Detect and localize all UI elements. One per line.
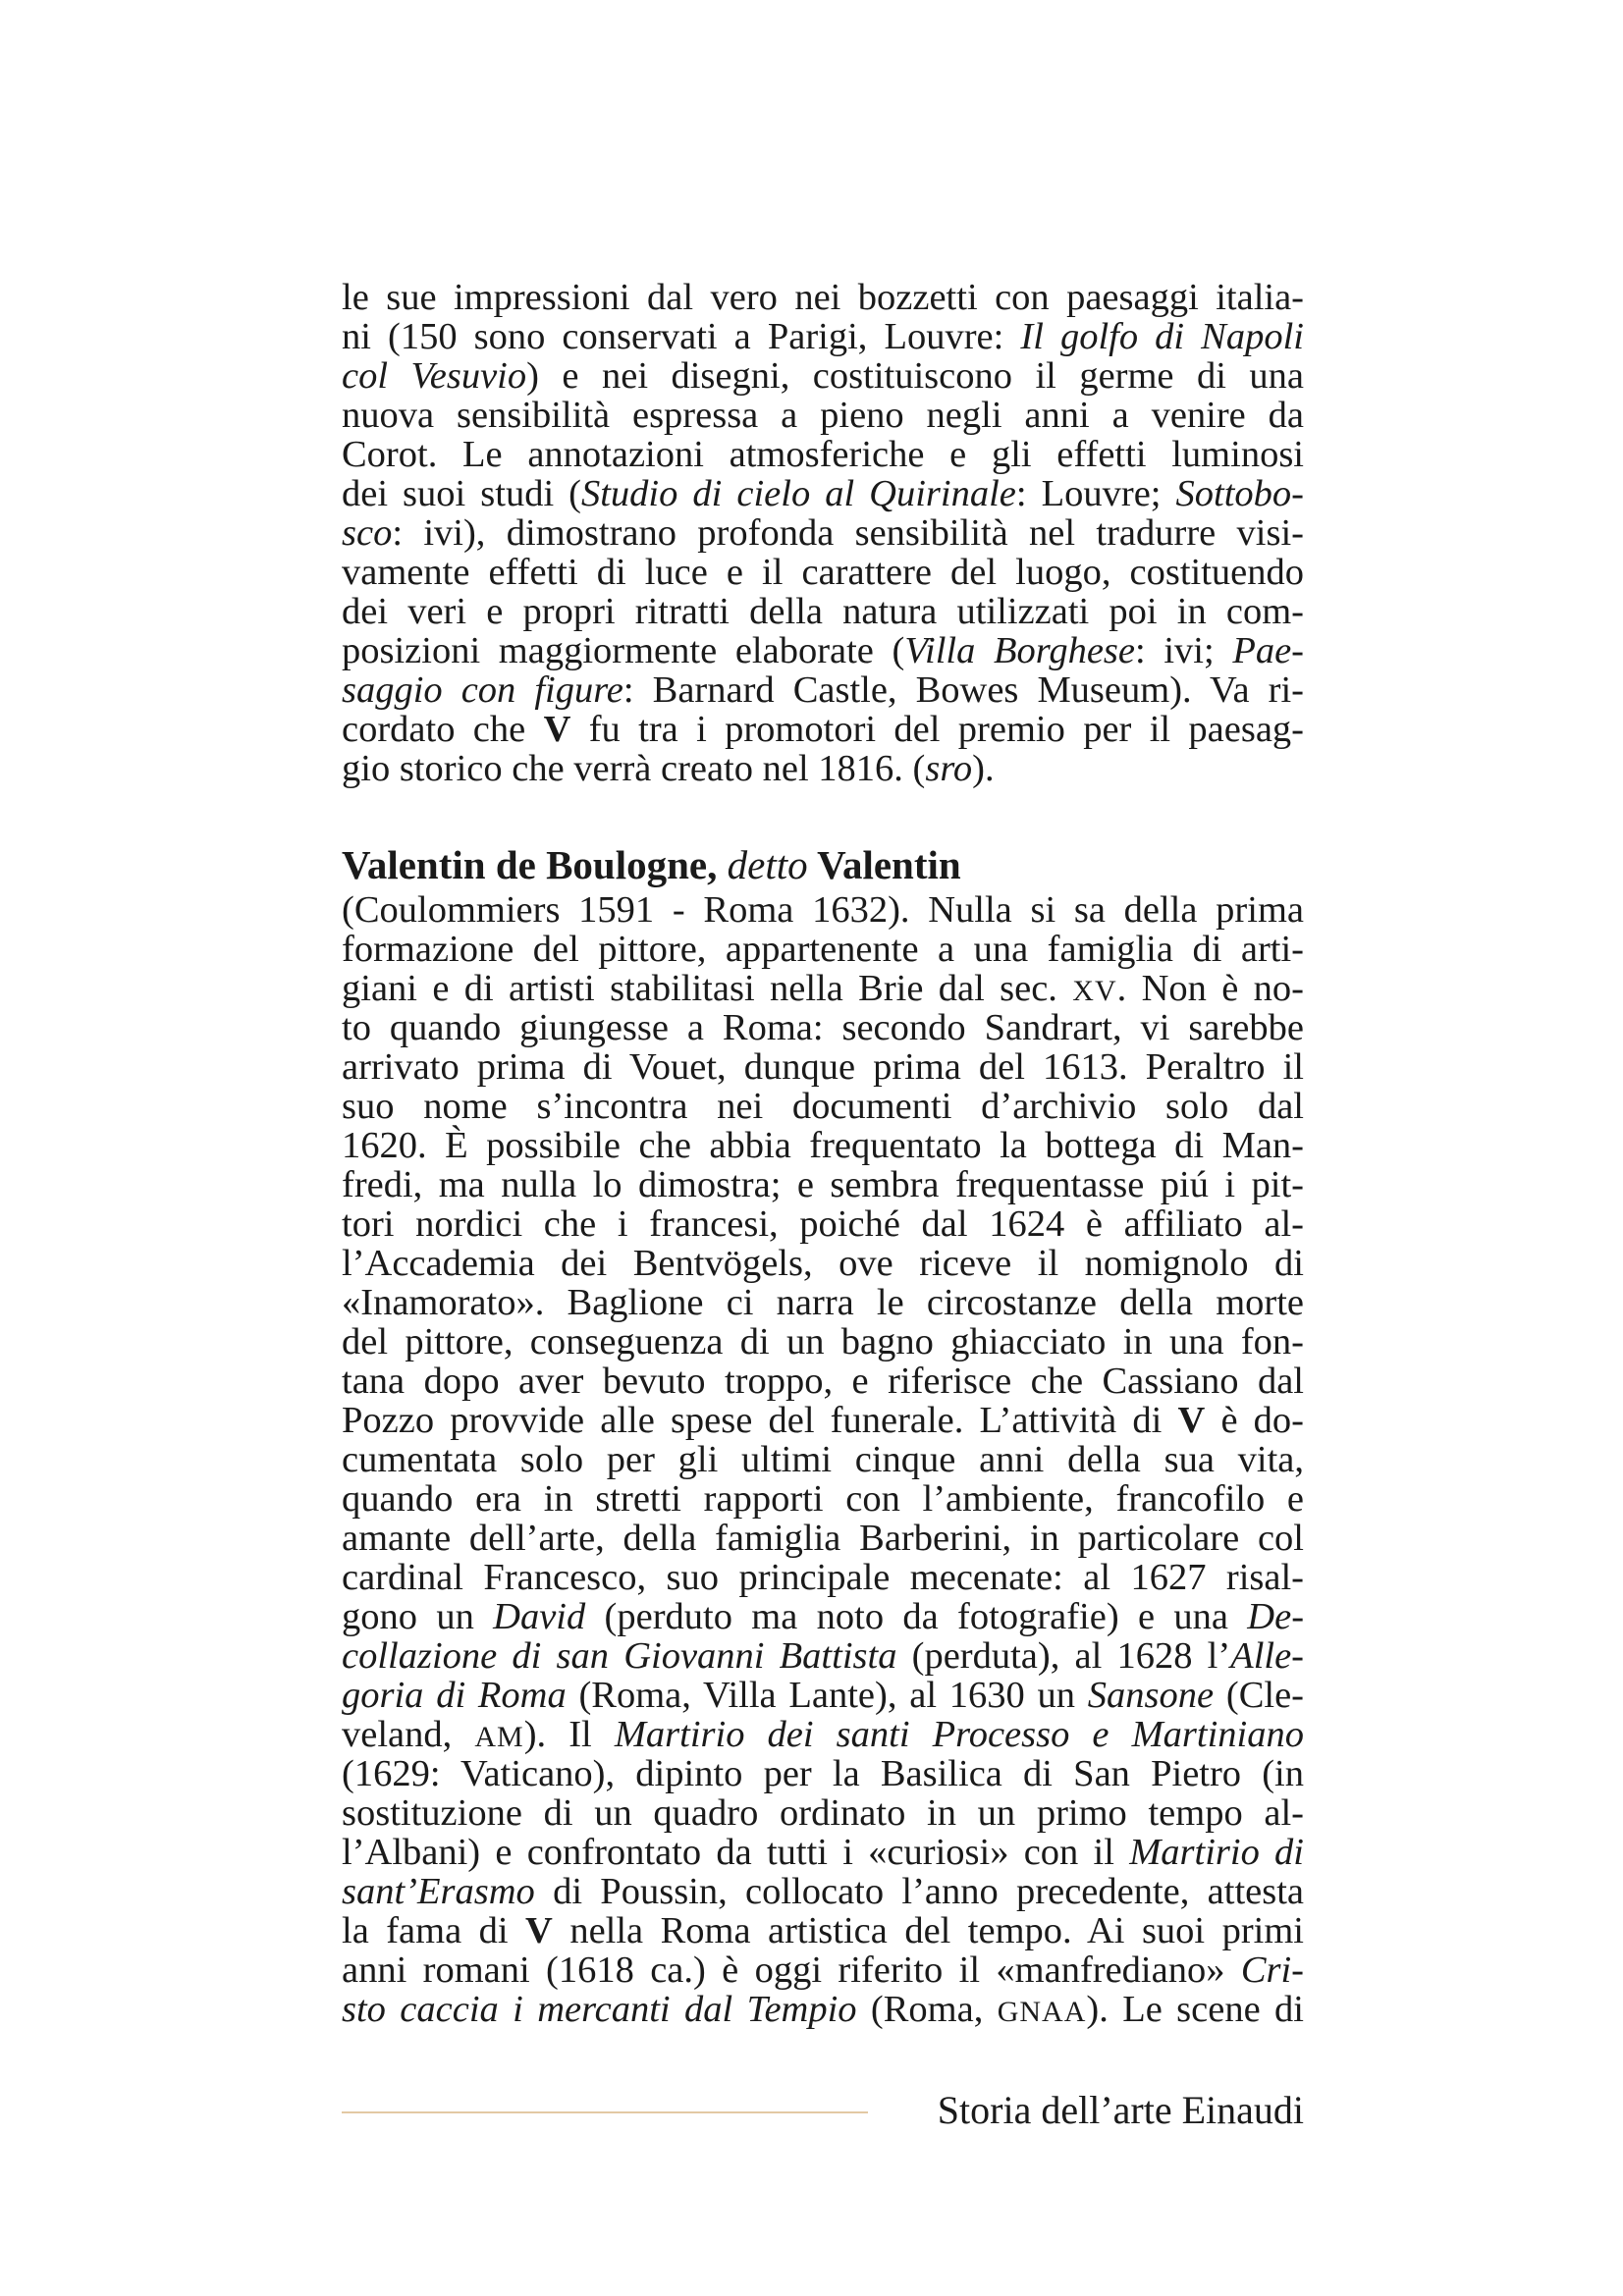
text-line: sant’Erasmo di Poussin, collocato l’anno precedente, attesta [342, 1871, 1304, 1912]
text-line: sco: ivi), dimostrano profonda sensibilità nel tradurre visi- [342, 512, 1304, 554]
text-line: la fama di V nella Roma artistica del tempo. Ai suoi primi [342, 1910, 1304, 1951]
text-line: gono un David (perduto ma noto da fotografie) e una De- [342, 1596, 1305, 1637]
text-line: veland, AM). Il Martirio dei santi Processo e Martiniano [342, 1714, 1304, 1755]
text-line: collazione di san Giovanni Battista (perduta), al 1628 l’Alle- [342, 1635, 1304, 1677]
document-body [342, 278, 1304, 2029]
text-line: formazione del pittore, appartenente a una famiglia di arti- [342, 929, 1304, 970]
text-line: Corot. Le annotazioni atmosferiche e gli effetti luminosi [342, 434, 1304, 475]
text-line: fredi, ma nulla lo dimostra; e sembra frequentasse piú i pit- [342, 1164, 1304, 1205]
text-line: amante dell’arte, della famiglia Barberini, in particolare col [342, 1518, 1304, 1559]
text-line: tori nordici che i francesi, poiché dal 1624 è affiliato al- [342, 1203, 1304, 1245]
text-line: tana dopo aver bevuto troppo, e riferisce che Cassiano dal [342, 1361, 1304, 1402]
text-line: l’Accademia dei Bentvögels, ove riceve il nomignolo di [342, 1243, 1304, 1284]
text-line: posizioni maggiormente elaborate (Villa Borghese: ivi; Pae- [342, 630, 1304, 671]
page-footer [342, 2083, 1304, 2142]
text-line: 1620. È possibile che abbia frequentato la bottega di Man- [342, 1125, 1304, 1166]
text-line: goria di Roma (Roma, Villa Lante), al 1630 un Sansone (Cle- [342, 1675, 1304, 1716]
text-line: le sue impressioni dal vero nei bozzetti con paesaggi italia- [342, 277, 1304, 318]
section-gap [342, 788, 1304, 839]
text-line: anni romani (1618 ca.) è oggi riferito il «manfrediano» Cri- [342, 1949, 1304, 1991]
text-line: l’Albani) e confrontato da tutti i «curiosi» con il Martirio di [342, 1832, 1305, 1873]
text-line: (Coulommiers 1591 - Roma 1632). Nulla si sa della prima [342, 889, 1304, 931]
text-line: suo nome s’incontra nei documenti d’archivio solo dal [342, 1086, 1304, 1127]
text-line: (1629: Vaticano), dipinto per la Basilica di San Pietro (in [342, 1753, 1304, 1794]
text-line: ni (150 sono conservati a Parigi, Louvre: Il golfo di Napoli [342, 316, 1304, 357]
text-line: quando era in stretti rapporti con l’ambiente, francofilo e [342, 1478, 1304, 1520]
text-line: giani e di artisti stabilitasi nella Brie dal sec. XV. Non è no- [342, 968, 1304, 1009]
text-line: sostituzione di un quadro ordinato in un primo tempo al- [342, 1792, 1304, 1834]
text-line: saggio con figure: Barnard Castle, Bowes Museum). Va ri- [342, 669, 1304, 711]
text-line: cordato che V fu tra i promotori del premio per il paesag- [342, 709, 1305, 750]
entry-heading: Valentin de Boulogne, detto Valentin [342, 842, 961, 887]
text-line: del pittore, conseguenza di un bagno ghiacciato in una fon- [342, 1321, 1304, 1362]
text-line: dei suoi studi (Studio di cielo al Quirinale: Louvre; Sottobo- [342, 473, 1304, 514]
text-line: «Inamorato». Baglione ci narra le circostanze della morte [342, 1282, 1304, 1323]
text-line: cardinal Francesco, suo principale mecenate: al 1627 risal- [342, 1557, 1304, 1598]
text-line: arrivato prima di Vouet, dunque prima del 1613. Peraltro il [342, 1046, 1304, 1088]
text-line: dei veri e propri ritratti della natura utilizzati poi in com- [342, 591, 1304, 632]
footer-title: Storia dell’arte Einaudi [937, 2088, 1304, 2132]
paragraph-2 [342, 890, 1304, 2029]
text-line: cumentata solo per gli ultimi cinque anni della sua vita, [342, 1439, 1304, 1480]
text-line: col Vesuvio) e nei disegni, costituiscono il germe di una [342, 355, 1304, 397]
text-line: sto caccia i mercanti dal Tempio (Roma, GNAA). Le scene di [342, 1989, 1304, 2030]
text-line: gio storico che verrà creato nel 1816. (sro). [342, 748, 995, 789]
paragraph-1 [342, 278, 1304, 788]
footer-rule [342, 2111, 868, 2113]
text-line: nuova sensibilità espressa a pieno negli anni a venire da [342, 395, 1304, 436]
text-line: Pozzo provvide alle spese del funerale. L’attività di V è do- [342, 1400, 1304, 1441]
text-line: to quando giungesse a Roma: secondo Sandrart, vi sarebbe [342, 1007, 1304, 1048]
text-line: vamente effetti di luce e il carattere del luogo, costituendo [342, 552, 1304, 593]
